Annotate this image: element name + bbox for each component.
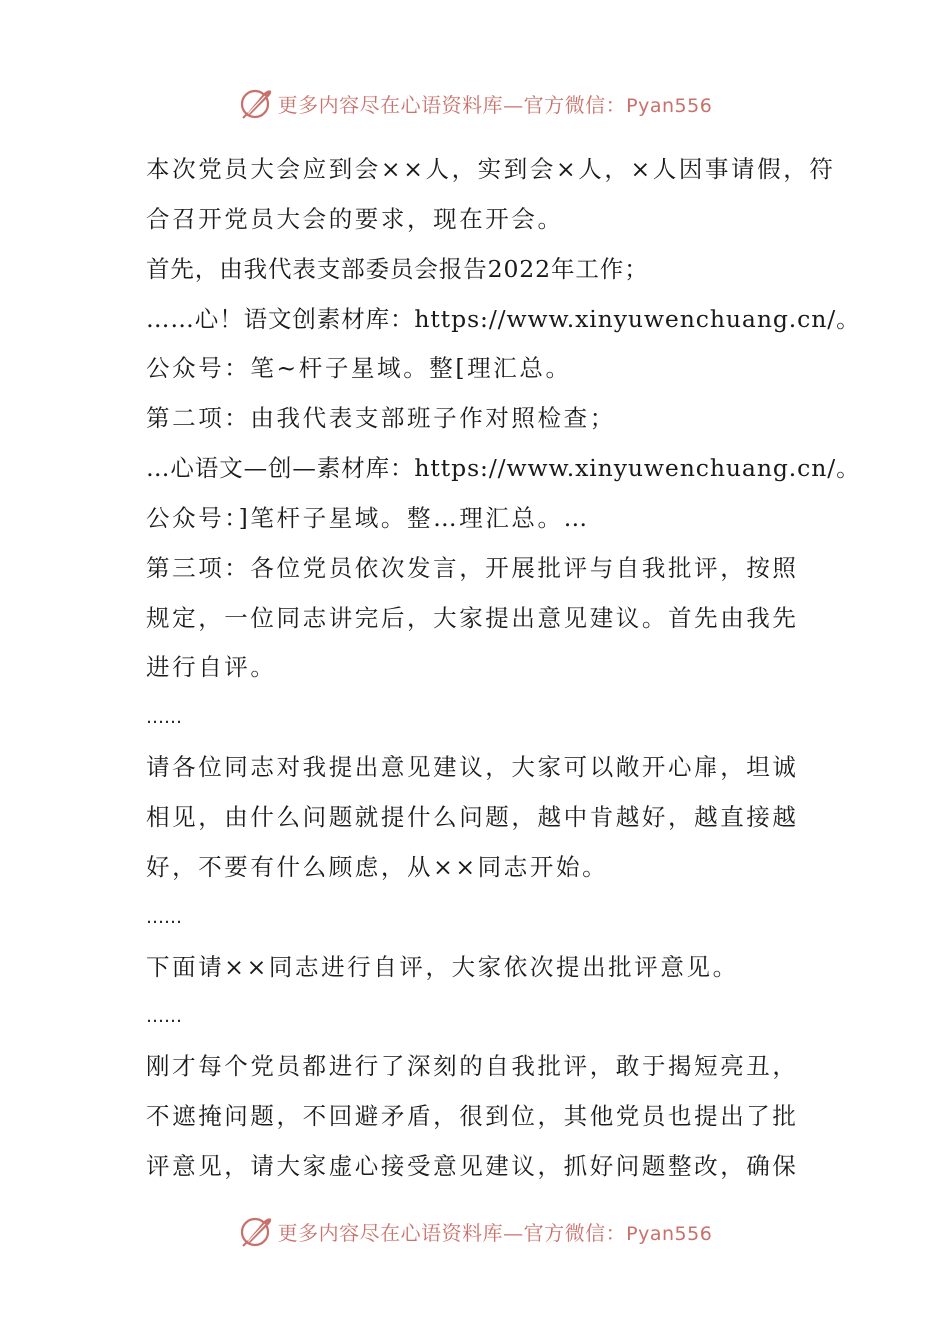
footer-banner	[0, 1209, 950, 1253]
body-line-url: …心语文—创—素材库：https://www.xinyuwenchuang.cn/。	[146, 454, 861, 483]
body-line: 进行自评。	[146, 653, 277, 682]
body-line: 相见，由什么问题就提什么问题，越中肯越好，越直接越	[146, 802, 799, 831]
body-line-url: ……心！语文创素材库：https://www.xinyuwenchuang.cn/。	[146, 304, 861, 333]
footer-wechat-id: Pyan556	[626, 1222, 713, 1245]
quill-pen-logo-icon	[238, 85, 274, 121]
body-line: 下面请××同志进行自评，大家依次提出批评意见。	[146, 952, 739, 981]
body-line: 刚才每个党员都进行了深刻的自我批评，敢于揭短亮丑，	[146, 1052, 799, 1081]
body-line: 合召开党员大会的要求，现在开会。	[146, 204, 564, 233]
header-wechat-id: Pyan556	[626, 94, 713, 117]
body-line: 本次党员大会应到会××人，实到会×人，×人因事请假，符	[146, 155, 836, 183]
body-line: 评意见，请大家虚心接受意见建议，抓好问题整改，确保	[146, 1151, 799, 1180]
body-line: 规定，一位同志讲完后，大家提出意见建议。首先由我先	[146, 603, 799, 632]
header-banner-text: 更多内容尽在心语资料库—官方微信：Pyan556	[277, 92, 713, 117]
body-line: 公众号：笔~杆子星域。整[理汇总。	[146, 354, 572, 383]
body-line: 公众号：]笔杆子星域。整…理汇总。…	[146, 503, 590, 532]
body-line: 好，不要有什么顾虑，从××同志开始。	[146, 852, 609, 881]
body-line: 不遮掩问题，不回避矛盾，很到位，其他党员也提出了批	[146, 1102, 799, 1131]
ellipsis-line: ……	[146, 1006, 182, 1028]
body-line: 请各位同志对我提出意见建议，大家可以敞开心扉，坦诚	[146, 753, 799, 782]
ellipsis-line: ……	[146, 707, 182, 729]
ellipsis-line: ……	[146, 906, 182, 928]
body-line: 首先，由我代表支部委员会报告2022年工作；	[146, 254, 649, 283]
document-body	[146, 145, 861, 1192]
footer-banner-text: 更多内容尽在心语资料库—官方微信：Pyan556	[277, 1220, 713, 1245]
header-banner	[0, 81, 950, 125]
body-line: 第二项：由我代表支部班子作对照检查；	[146, 404, 616, 433]
body-line: 第三项：各位党员依次发言，开展批评与自我批评，按照	[146, 553, 799, 582]
quill-pen-logo-icon	[238, 1213, 274, 1249]
